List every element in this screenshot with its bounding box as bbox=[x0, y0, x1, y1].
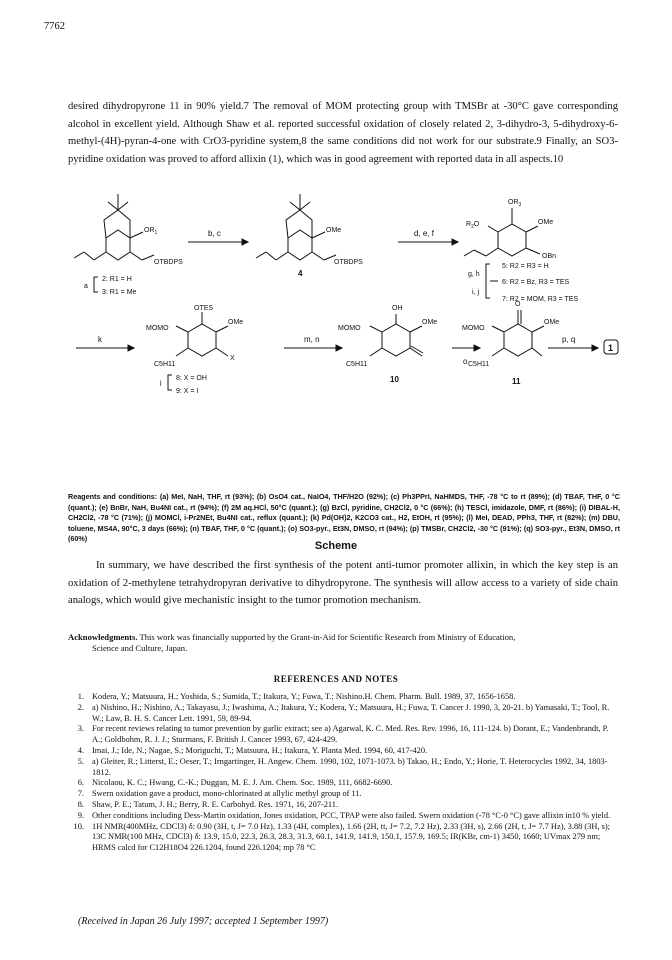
reference-item: 5. a) Gleiter, R.; Litterst, E.; Oeser, T.; Irngartinger, H. Angew. Chem. 1990, 102, 1071-1073. b) Takao, H.; Endo, Y.; Horie, T. Heterocycles 1992, 34, 1803-1812. bbox=[77, 756, 608, 777]
compound-8-label: 8: X = OH bbox=[176, 375, 207, 382]
oh-label: OH bbox=[392, 305, 403, 312]
allixin-label: 1 bbox=[608, 343, 614, 353]
arrow-gh-label: g, h bbox=[468, 271, 480, 278]
reference-item: 10. 1H NMR(400MHz, CDCl3) δ: 0.90 (3H, t, J= 7.0 Hz), 1.33 (4H, complex), 1.66 (2H, tt, J= 7.2, 7.2 Hz), 2.33 (3H, s), 2.66 (2H, t, J= 7.7 Hz), 3.88 (3H, s); 13C NMR(100 MHz, CDCl3) δ: 13.9, 15.0, 22.3, 26.3, 28.3, 31.3, 60.1, 141.9, 141.9, 150.1, 157.9, 169.5; IR(KBr, cm-1) 3450, 1660; UVmax 279 nm; HRMS calcd for C12H18O4 226.1204, found 226.1204; mp 78 °C bbox=[73, 821, 611, 853]
ome-label-4: OMe bbox=[544, 319, 560, 326]
compound-9-label: 9: X = I bbox=[176, 388, 199, 395]
s1-or1: $OR_1$ bbox=[144, 227, 158, 236]
compound-10-label: 10 bbox=[390, 375, 399, 384]
references-heading: REFERENCES AND NOTES bbox=[273, 674, 399, 684]
reference-item: 3. For recent reviews relating to tumor prevention by garlic extract; see a) Agarwal, K. C. Med. Res. Rev. 1996, 16, 111-124. b) Dorant, E.; Vandenbrandt, P. A.; Goldbohm, R. J. J.; Sturmans, F. British J. Cancer 1993, 67, 424-429. bbox=[77, 724, 609, 745]
arrow-o-label: o bbox=[463, 357, 468, 366]
s4-ome: OMe bbox=[326, 227, 342, 234]
arrow-bc: b, c bbox=[208, 229, 221, 238]
compound-5-label: 5: R2 = R3 = H bbox=[502, 263, 549, 270]
ome-label-2: OMe bbox=[228, 319, 244, 326]
compound-11-label: 11 bbox=[512, 377, 521, 386]
pyran-ring-11 bbox=[504, 324, 532, 356]
page-number: 7762 bbox=[44, 21, 65, 32]
compound-4-label: 4 bbox=[298, 269, 303, 278]
arrow-l-label: l bbox=[160, 381, 162, 388]
arrow-mn-label: m, n bbox=[304, 335, 320, 344]
otes-label: OTES bbox=[194, 305, 214, 312]
ack-label: Acknowledgments. bbox=[68, 632, 138, 642]
s4-otbdps: OTBDPS bbox=[334, 259, 363, 266]
reference-item: 1. Kodera, Y.; Matsuura, H.; Yoshida, S.; Sumida, T.; Itakura, Y.; Fuwa, T.; Nishino.H. Chem. Pharm. Bull. 1989, 37, 1656-1658. bbox=[77, 692, 516, 701]
pyran-ring-8 bbox=[188, 324, 216, 356]
s1-otbdps: OTBDPS bbox=[154, 259, 183, 266]
c5h11-label-1: C5H11 bbox=[154, 361, 176, 368]
arrow-def: d, e, f bbox=[414, 229, 435, 238]
c5h11-label-3: C5H11 bbox=[468, 361, 490, 368]
ome-label-3: OMe bbox=[422, 319, 438, 326]
compound-3-label: 3: R1 = Me bbox=[102, 289, 137, 296]
pyran-ring-4 bbox=[288, 230, 312, 260]
arrow-a-label: a bbox=[84, 283, 88, 290]
compound-2-label: 2: R1 = H bbox=[102, 276, 132, 283]
body-paragraph-2: In summary, we have described the first synthesis of the potent anti-tumor promoter allixin, in which the key step is an oxidation of 2-methylene tetrahydropyran derivative to dihydropyrone. The synthesis will allow access to a variety of side chain analogs, which would give mechanistic insight to the tumor promotion mechanism. bbox=[68, 560, 618, 607]
ack-text: This work was financially supported by the Grant-in-Aid for Scientific Research from Ministry of Education, bbox=[139, 632, 516, 642]
reference-item: 6. Nicolaou, K. C.; Hwang, C.-K.; Duggan, M. E. J. Am. Chem. Soc. 1989, 111, 6682-6690. bbox=[77, 778, 393, 788]
reference-item: 2. a) Nishino, H.; Nishino, A.; Takayasu, J.; Iwashima, A.; Itakura, Y.; Kodera, Y.; Matsuura, H.; Fuwa, T. Cancer J. 1990, 3, 20-21. b) Yamasaki, T.; Tool, R. W.; Law, B. H. S. Cancer Lett. 1991, 59, 89-94. bbox=[77, 702, 610, 723]
reference-list bbox=[68, 692, 620, 854]
reference-item: 4. Imai, J.; Ide, N.; Nagae, S.; Moriguchi, T.; Matsuura, H.; Itakura, Y. Planta Med. 1994, 60, 417-420. bbox=[77, 745, 428, 755]
compound-6-label: 6: R2 = Bz, R3 = TES bbox=[502, 279, 570, 286]
momo-label-2: MOMO bbox=[338, 325, 361, 332]
momo-label-3: MOMO bbox=[462, 325, 485, 332]
reagents-conditions: Reagents and conditions: (a) MeI, NaH, THF, rt (93%); (b) OsO4 cat., NaIO4, THF/H2O (92%); (c) Ph3PPrI, NaHMDS, THF, -78 °C to rt (89%); (d) TBAF, THF, 0 °C (quant.); (e) BnBr, NaH, Bu4NI cat., rt (94%); (f) 2M aq.HCl, 50°C (quant.); (g) BzCl, pyridine, CH2Cl2, 0 °C (66%); (h) TESCl, imidazole, DMF, rt (86%); (i) DIBAL-H, CH2Cl2, -78 °C (71%); (j) MOMCl, i-Pr2NEt, Bu4NI cat., reflux (quant.); (k) Pd(OH)2, K2CO3 cat., H2, EtOH, rt (95%); (l) MeI, DEAD, PPh3, THF, rt (82%); (m) DBU, toluene, MS4A, 90°C, 3 days (66%); (n) TBAF, THF, 0 °C (quant.); (o) SO3-pyr., Et3N, DMSO, rt (94%); (p) TMSBr, CH2Cl2, -30 °C (91%); (q) SO3-pyr., Et3N, DMSO, rt (60%) bbox=[68, 492, 620, 543]
reaction-scheme bbox=[68, 180, 620, 470]
s5-ome: OMe bbox=[538, 219, 554, 226]
acetonide-ring-1 bbox=[104, 210, 130, 238]
arrow-ij-label: i, j bbox=[472, 289, 479, 296]
ack-text-2: Science and Culture, Japan. bbox=[92, 643, 188, 653]
compound-7-label: 7: R2 = MOM, R3 = TES bbox=[502, 296, 579, 303]
x-label: X bbox=[230, 355, 235, 362]
carbonyl-o-label: O bbox=[515, 301, 521, 308]
pyran-ring-1 bbox=[106, 230, 130, 260]
s5-obn: OBn bbox=[542, 253, 557, 260]
pyran-ring-5 bbox=[498, 224, 526, 256]
s5-r2o: $R_2O$ bbox=[466, 221, 480, 230]
received-note: (Received in Japan 26 July 1997; accepted 1 September 1997) bbox=[78, 916, 329, 927]
body-paragraph-1: desired dihydropyrone 11 in 90% yield.7 The removal of MOM protecting group with TMSBr at -30°C gave corresponding alcohol in excellent yield. Although Shaw et al. reported successful oxidation of closely related 2, 3-dihydro-3, 5-dihydroxy-6-methyl-(4H)-pyran-4-one with CrO3-pyridine system,8 the same conditions did not work for our substrate.9 Finally, an SO3-pyridine oxidation was proved to afford allixin (1), which was in good agreement with reported data in all aspects.10 bbox=[68, 101, 618, 165]
reference-item: 7. Swern oxidation gave a product, mono-chlorinated at allylic methyl group of 11. bbox=[77, 789, 362, 799]
arrow-pq-label: p, q bbox=[562, 335, 576, 344]
momo-label-1: MOMO bbox=[146, 325, 169, 332]
pyran-ring-10 bbox=[382, 324, 410, 356]
reference-item: 9. Other conditions including Dess-Martin oxidation, Jones oxidation, PCC, TPAP were also failed. Swern oxidation (-78 °C-0 °C) gave allixin in10 % yield. bbox=[77, 810, 611, 820]
acknowledgments bbox=[68, 632, 620, 654]
arrow-k-label: k bbox=[98, 335, 102, 344]
reference-item: 8. Shaw, P. E.; Tatum, J. H.; Berry, R. E. Carbohyd. Res. 1971, 16, 207-211. bbox=[77, 799, 339, 809]
s5-or3: $OR_3$ bbox=[508, 199, 522, 208]
scheme-title: Scheme bbox=[314, 540, 358, 552]
c5h11-label-2: C5H11 bbox=[346, 361, 368, 368]
